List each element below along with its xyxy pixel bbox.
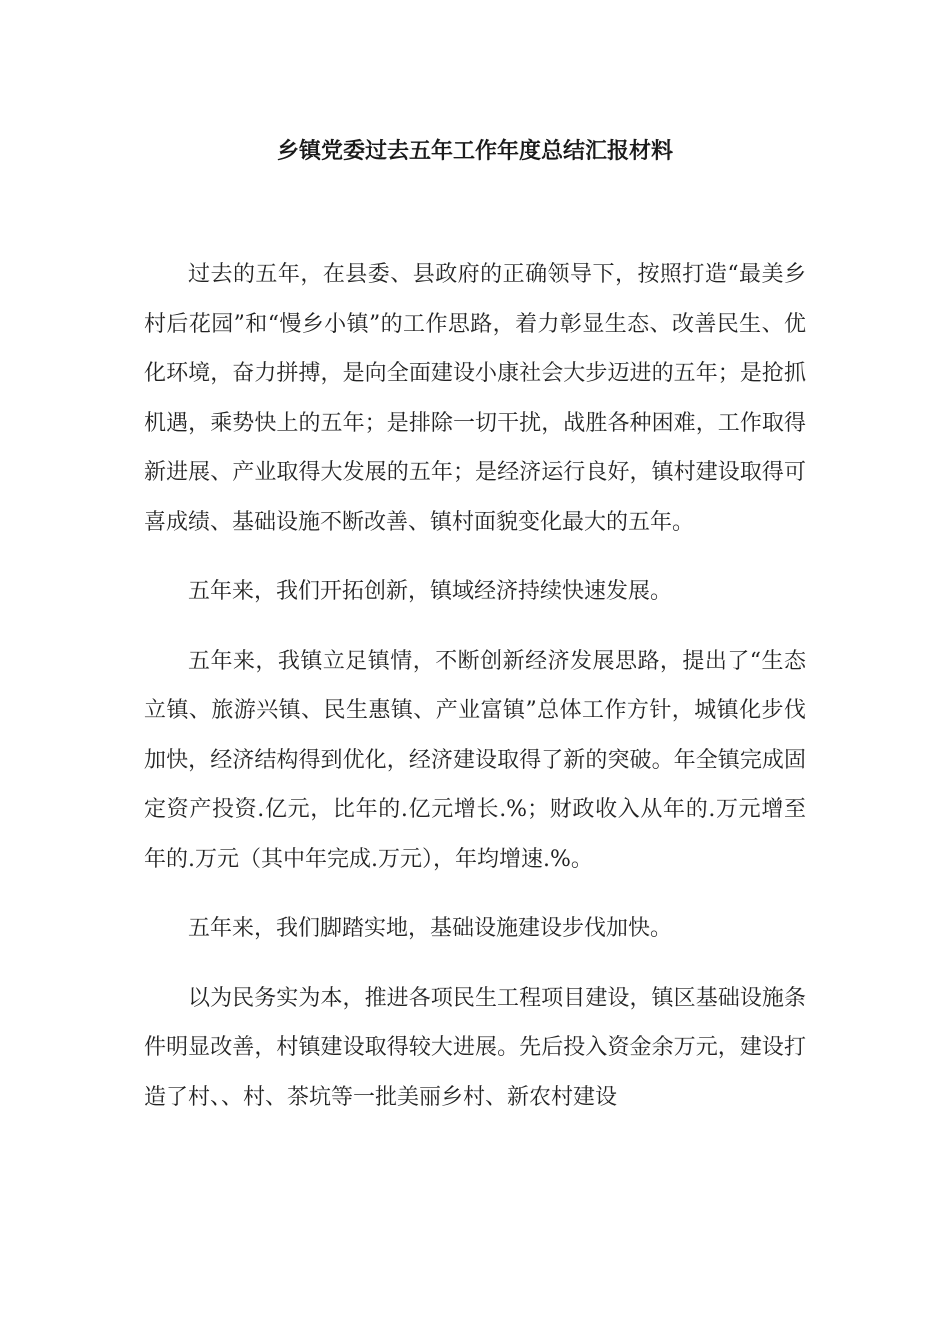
document-body bbox=[144, 250, 806, 1142]
paragraph-infrastructure-detail: 以为民务实为本，推进各项民生工程项目建设，镇区基础设施条件明显改善，村镇建设取得较大进展。先后投入资金余万元，建设打造了村、、村、茶坑等一批美丽乡村、新农村建设 bbox=[144, 985, 806, 1110]
paragraph-intro: 过去的五年，在县委、县政府的正确领导下，按照打造“最美乡村后花园”和“慢乡小镇”的工作思路，着力彰显生态、改善民生、优化环境，奋力拼搏，是向全面建设小康社会大步迈进的五年；是抢抓机遇，乘势快上的五年；是排除一切干扰，战胜各种困难，工作取得新进展、产业取得大发展的五年；是经济运行良好，镇村建设取得可喜成绩、基础设施不断改善、镇村面貌变化最大的五年。 bbox=[144, 262, 806, 535]
paragraph-infrastructure-heading: 五年来，我们脚踏实地，基础设施建设步伐加快。 bbox=[188, 916, 673, 941]
paragraph-economy-heading: 五年来，我们开拓创新，镇域经济持续快速发展。 bbox=[188, 579, 673, 604]
paragraph-economy-detail: 五年来，我镇立足镇情，不断创新经济发展思路，提出了“生态立镇、旅游兴镇、民生惠镇、产业富镇”总体工作方针，城镇化步伐加快，经济结构得到优化，经济建设取得了新的突破。年全镇完成固定资产投资.亿元，比年的.亿元增长.%；财政收入从年的.万元增至年的.万元（其中年完成.万元），年均增速.%。 bbox=[144, 648, 806, 872]
document-title: 乡镇党委过去五年工作年度总结汇报材料 bbox=[276, 139, 673, 164]
